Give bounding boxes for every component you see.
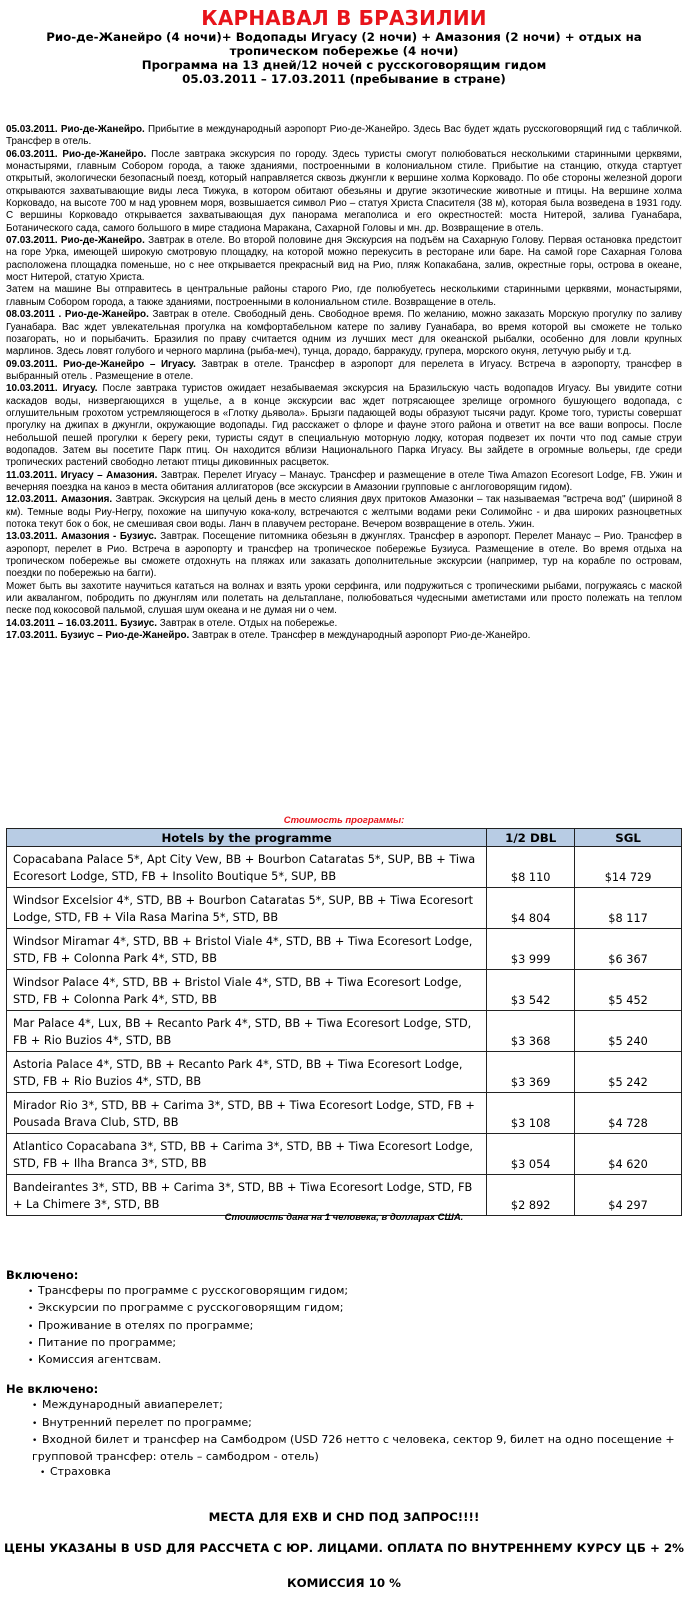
spacer [6,1369,682,1382]
day-paragraph [6,309,682,358]
list-item-continuation: групповой трансфер: отель – самбодром - отель) [32,1450,319,1464]
footer-exb-chd: МЕСТА ДЛЯ EXB И CHD ПОД ЗАПРОС!!!! [208,1510,480,1524]
hotels-cell: Windsor Miramar 4*, STD, BB + Bristol Viale 4*, STD, BB + Tiwa Ecoresort Lodge, STD, FB + Colonna Park 4*, STD, BB [7,929,487,970]
list-item [6,1432,682,1449]
sgl-price-cell: $5 242 [575,1052,682,1093]
day-label: 17.03.2011. Бузиус – Рио-де-Жанейро. [6,630,190,642]
day-text: Может быть вы захотите научиться кататься на волнах и взять уроки серфинга, или подружиться с тропическими рыбами, погружаясь с маской или аквалангом, побродить по джунглям или полетать на дельтаплане, полюбоваться чудесными аметистами или просто полежать на теплом песке под кокосовой пальмой, слушая шум океана и не думая ни о чем. [6,580,682,617]
table-row [7,1011,682,1052]
route-subtitle: Рио-де-Жанейро (4 ночи)+ Водопады Игуасу (2 ночи) + Амазония (2 ночи) + отдых на тропическом побережье (4 ночи) [46,30,642,58]
hotels-cell: Mirador Rio 3*, STD, BB + Carima 3*, STD, BB + Tiwa Ecoresort Lodge, STD, FB + Pousada Brava Club, STD, BB [7,1093,487,1134]
bullet-icon: • [32,1418,38,1429]
bullet-icon: • [28,1321,34,1332]
day-paragraph [6,618,682,630]
table-row [7,1052,682,1093]
sgl-price-cell: $5 452 [575,970,682,1011]
inclusions-section [6,1268,682,1481]
day-text: После завтрака экскурсия по городу. Здесь туристы смогут полюбоваться несколькими старинными церквями, монастырями, главным Собором города, а также зданиями, построенными в колониальном стиле. Прибытие на станцию, откуда стартует открытый, экологически безопасный поезд, который направляется сквозь джунгли к вершине холма Корковадо. По обе стороны железной дороги открываются захватывающие виды леса Тижука, в котором обитают обезьяны и другие экзотические животные и птицы. На вершине холма Корковадо, на высоте 700 м над уровнем моря, возвышается символ Рио – статуя Христа Спасителя (38 м), которая была возведена в 1931 году. С вершины Корковадо открывается захватывающая дух панорама мегаполиса и его окрестностей: моста Нитерой, залива Гуанабара, Ботанического сада, самого большого в мире стадиона Маракана, Сахарной Головы и мн. др. Возвращение в отель. [6,148,682,234]
day-label: 07.03.2011. Рио-де-Жанейро. [6,235,145,247]
column-header-hotels: Hotels by the programme [7,829,487,847]
list-item-text: Трансферы по программе с русскоговорящим гидом; [38,1284,349,1298]
table-row [7,1093,682,1134]
day-text: Прибытие в международный аэропорт Рио-де-Жанейро. Здесь Вас будет ждать русскоговорящий гид с табличкой. Трансфер в отель. [6,124,682,148]
day-paragraph [6,124,682,149]
list-item-text: Страховка [50,1465,111,1479]
footer-payment-terms: ЦЕНЫ УКАЗАНЫ В USD ДЛЯ РАССЧЕТА С ЮР. ЛИЦАМИ. ОПЛАТА ПО ВНУТРЕННЕМУ КУРСУ ЦБ + 2% [3,1541,684,1555]
list-item-text: Входной билет и трансфер на Самбодром (USD 726 нетто с человека, сектор 9, билет на одно посещение + [42,1432,675,1446]
included-heading: Включено: [6,1268,79,1282]
day-label: 12.03.2011. Амазония. [6,494,113,506]
table-row [7,1175,682,1216]
list-item-text: Экскурсии по программе с русскоговорящим гидом; [38,1301,344,1315]
day-label: 08.03.2011 . Рио-де-Жанейро. [6,309,149,321]
hotels-cell: Windsor Excelsior 4*, STD, BB + Bourbon Cataratas 5*, SUP, BB + Tiwa Ecoresort Lodge, STD, FB + Vila Rasa Marina 5*, STD, BB [7,888,487,929]
bullet-icon: • [28,1356,34,1367]
day-paragraph [6,581,682,618]
day-label: 05.03.2011. Рио-де-Жанейро. [6,124,145,135]
day-paragraph [6,494,682,531]
day-text: Завтрак в отеле. Трансфер в международный аэропорт Рио-де-Жанейро. [189,630,531,642]
hotels-cell: Atlantico Copacabana 3*, STD, BB + Carima 3*, STD, BB + Tiwa Ecoresort Lodge, STD, FB + Ilha Branca 3*, STD, BB [7,1134,487,1175]
list-item-text: Комиссия агентсвам. [38,1353,162,1367]
table-row [7,847,682,888]
list-item [6,1335,682,1352]
program-dates: 05.03.2011 – 17.03.2011 (пребывание в стране) [182,72,506,86]
day-paragraph [6,470,682,495]
list-item-text: Питание по программе; [38,1335,177,1349]
bullet-icon: • [32,1401,38,1412]
day-paragraph [6,383,682,469]
list-item [6,1352,682,1369]
table-row [7,929,682,970]
dbl-price-cell: $4 804 [487,888,575,929]
day-text: Затем на машине Вы отправитесь в центральные районы старого Рио, где полюбуетесь несколькими старинными церквями, монастырями, главным Собором города, а также зданиями, построенными в колониальном стиле. Возвращение в отель. [6,284,682,308]
bullet-icon: • [40,1468,46,1479]
list-item-text: Проживание в отелях по программе; [38,1318,254,1332]
day-label: 06.03.2011. Рио-де-Жанейро. [6,148,147,160]
list-item-text: Внутренний перелет по программе; [42,1415,252,1429]
day-label: 13.03.2011. Амазония - Бузиус. [6,531,157,543]
bullet-icon: • [32,1435,38,1446]
dbl-price-cell: $2 892 [487,1175,575,1216]
dbl-price-cell: $3 369 [487,1052,575,1093]
excluded-list [6,1397,682,1481]
dbl-price-cell: $3 054 [487,1134,575,1175]
day-paragraph [6,284,682,309]
included-list [6,1283,682,1369]
day-text: Завтрак. Экскурсия на целый день в место слияния двух притоков Амазонки – так называемая "встреча вод" (шириной 8 км). Темные воды Риу-Негру, похожие на шипучую кока-колу, встречаются с желтыми водами реки Солимойнс - и два широких разноцветных потока текут бок о бок, не смешивая свои воды. Ланч в плавучем ресторане. Вечером возвращение в отель. Ужин. [6,494,682,530]
dbl-price-cell: $3 542 [487,970,575,1011]
program-length: Программа на 13 дней/12 ночей с русскоговорящим гидом [141,58,547,72]
day-paragraph [6,149,682,235]
day-label: 14.03.2011 – 16.03.2011. Бузиус. [6,617,158,629]
day-text: После завтрака туристов ожидает незабываемая экскурсия на Бразильскую часть водопадов Игуасу. Вы увидите сотни каскадов воды, низвергающихся в ущелье, а в конце экскурсии вас ждет потрясающее зрелище огромного бушующего водопада, с оглушительным грохотом устремляющегося в «Глотку дьявола». Брызги падающей воды образуют тысячи радуг. Кроме того, туристы совершат прогулку на джипах в джунгли, окружающие водопады. Гид расскажет о флоре и фауне этого района и ответит на все ваши вопросы. После небольшой пешей прогулки к берегу реки, туристы сядут в специальную моторную лодку, которая подвезет их почти что под самые струи водопадов. Затем вы посетите Парк птиц. Он находится вблизи Национального Парка Игуасу. Вы зайдете в огромные вольеры, где среди тропических растений свободно летают птицы диковинных расцветок. [6,383,683,469]
list-item [6,1318,682,1335]
footer-commission: КОМИССИЯ 10 % [286,1576,401,1590]
hotels-cell: Astoria Palace 4*, STD, BB + Recanto Park 4*, STD, BB + Tiwa Ecoresort Lodge, STD, FB + Rio Buzios 4*, STD, BB [7,1052,487,1093]
day-paragraph [6,359,682,384]
excluded-heading: Не включено: [6,1382,99,1397]
table-row [7,888,682,929]
sgl-price-cell: $4 620 [575,1134,682,1175]
list-item [6,1283,682,1300]
day-text: Завтрак в отеле. Свободный день. Свободное время. По желанию, можно заказать Морскую прогулку по заливу Гуанабара. Вас ждет увлекательная прогулка на комфортабельном катере по заливу Гуанабара, во время которой вы сможете не только позагорать, но и порыбачить. Бразилия по праву считается одним из лучших мест для океанской рыбалки, особенно для ловли крупных марлинов. Здесь ловят голубого и черного марлина (рыба-меч), тунца, дорадо, барракуду, групера, морского окуня, летучую рыбу и т.д. [6,309,682,358]
column-header-dbl: 1/2 DBL [487,829,575,847]
list-item [6,1397,682,1414]
dbl-price-cell: $8 110 [487,847,575,888]
dbl-price-cell: $3 368 [487,1011,575,1052]
day-label: 10.03.2011. Игуасу. [6,383,98,395]
dbl-price-cell: $3 999 [487,929,575,970]
day-paragraph [6,630,682,642]
hotels-cell: Bandeirantes 3*, STD, BB + Carima 3*, STD, BB + Tiwa Ecoresort Lodge, STD, FB + La Chimere 3*, STD, BB [7,1175,487,1216]
table-row [7,970,682,1011]
day-text: Завтрак в отеле. Во второй половине дня Экскурсия на подъём на Сахарную Голову. Первая остановка предстоит на горе Урка, имеющей широкую смотровую площадку, на которой можно перекусить в ресторане или баре. На самой горе Сахарная Голова расположена площадка поменьше, но с нее открывается прекрасный вид на Рио, пляж Копакабана, залив, окрестные горы, острова в океане, мост Нитерой, статую Христа. [6,235,683,284]
day-text: Завтрак. Посещение питомника обезьян в джунглях. Трансфер в аэропорт. Перелет Манаус – Рио. Трансфер в аэропорт, перелет в Рио. Встреча в аэропорту и трансфер на тропическое побережье Бузиуса. Размещение в отеле. Во время отдыха на тропическом побережье вы сможете отдохнуть на пляжах или заказать дополнительные экскурсии (например, тур на корабле по островам, поездки по побережью на багги). [6,531,682,580]
day-text: Завтрак в отеле. Трансфер в аэропорт для перелета в Игуасу. Встреча в аэропорту, трансфер в выбранный отель . Размещение в отеле. [6,358,682,382]
price-note: Стоимость дана на 1 человека, в долларах США. [224,1212,464,1223]
document-header [0,0,688,86]
sgl-price-cell: $8 117 [575,888,682,929]
hotels-cell: Windsor Palace 4*, STD, BB + Bristol Viale 4*, STD, BB + Tiwa Ecoresort Lodge, STD, FB + Colonna Park 4*, STD, BB [7,970,487,1011]
dbl-price-cell: $3 108 [487,1093,575,1134]
day-label: 11.03.2011. Игуасу – Амазония. [6,469,158,481]
list-item [6,1464,682,1481]
bullet-icon: • [28,1287,34,1298]
list-item-text: Международный авиаперелет; [42,1398,223,1412]
sgl-price-cell: $4 728 [575,1093,682,1134]
bullet-icon: • [28,1304,34,1315]
table-row [7,1134,682,1175]
column-header-sgl: SGL [575,829,682,847]
list-item [6,1415,682,1432]
list-item [6,1300,682,1317]
price-table [6,828,682,1216]
page-title: КАРНАВАЛ В БРАЗИЛИИ [201,6,487,30]
sgl-price-cell: $6 367 [575,929,682,970]
day-text: Завтрак. Перелет Игуасу – Манаус. Трансфер и размещение в отеле Tiwa Amazon Ecoresort Lodge, FB. Ужин и вечерняя поездка на каноэ в места обитания аллигаторов (все экскурсии в Амазонии групповые с англоговорящим гидом). [6,469,682,493]
price-caption: Стоимость программы: [283,815,405,826]
day-paragraph [6,235,682,284]
table-header-row [7,829,682,847]
hotels-cell: Copacabana Palace 5*, Apt City Vew, BB + Bourbon Cataratas 5*, SUP, BB + Tiwa Ecoresort Lodge, STD, FB + Insolito Boutique 5*, SUP, BB [7,847,487,888]
program-itinerary [6,124,682,642]
sgl-price-cell: $4 297 [575,1175,682,1216]
sgl-price-cell: $5 240 [575,1011,682,1052]
day-paragraph [6,531,682,580]
sgl-price-cell: $14 729 [575,847,682,888]
bullet-icon: • [28,1338,34,1349]
day-label: 09.03.2011. Рио-де-Жанейро – Игуасу. [6,358,196,370]
day-text: Завтрак в отеле. Отдых на побережье. [157,617,338,629]
hotels-cell: Mar Palace 4*, Lux, BB + Recanto Park 4*, STD, BB + Tiwa Ecoresort Lodge, STD, FB + Rio Buzios 4*, STD, BB [7,1011,487,1052]
